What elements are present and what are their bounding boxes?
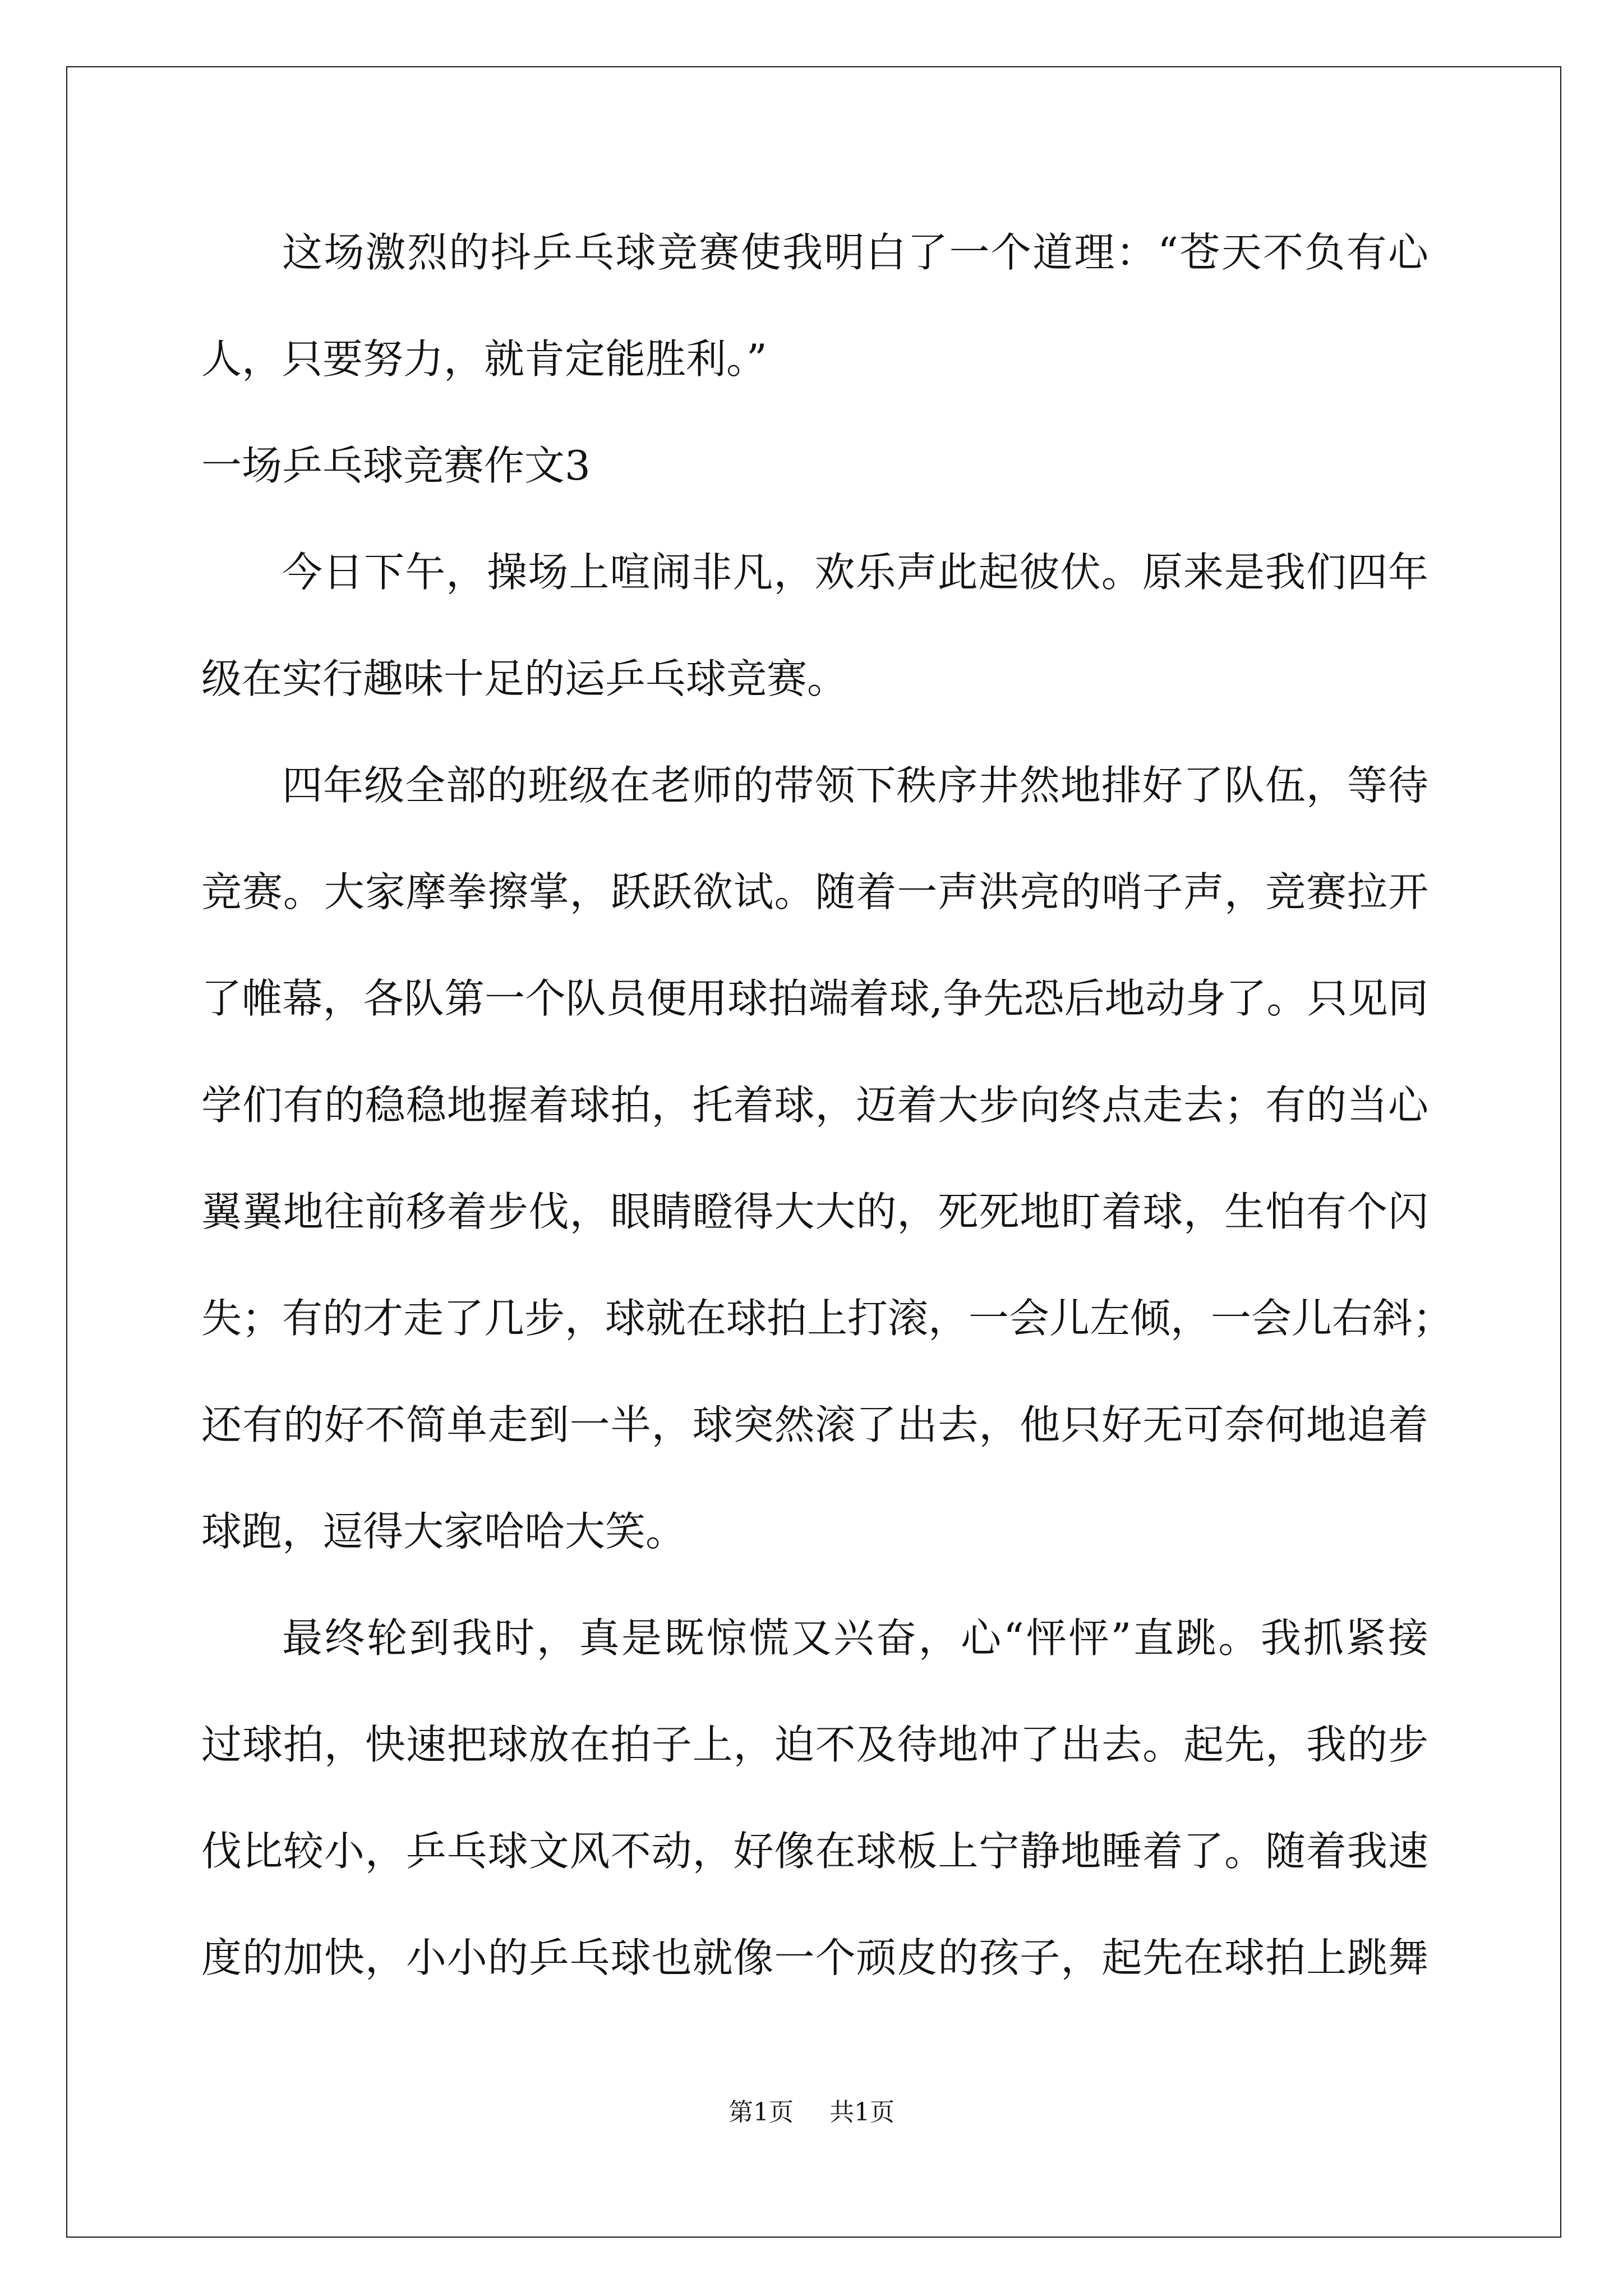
text-line: 级在实行趣味十足的运乒乓球竞赛。 bbox=[201, 655, 848, 702]
paragraph bbox=[201, 1585, 1428, 2011]
text-line: 学们有的稳稳地握着球拍，托着球，迈着大步向终点走去；有的当心 bbox=[201, 1082, 1428, 1129]
paragraph bbox=[201, 199, 1428, 412]
text-line: 翼翼地往前移着步伐，眼睛瞪得大大的，死死地盯着球，生怕有个闪 bbox=[201, 1188, 1428, 1235]
text-line: 今日下午，操场上喧闹非凡，欢乐声此起彼伏。原来是我们四年 bbox=[282, 549, 1428, 596]
text-line: 四年级全部的班级在老师的带领下秩序井然地排好了队伍，等待 bbox=[282, 762, 1428, 809]
text-line: 竞赛。大家摩拳擦掌，跃跃欲试。随着一声洪亮的哨子声，竞赛拉开 bbox=[201, 868, 1428, 915]
paragraph bbox=[201, 732, 1454, 1585]
text-line: 度的加快，小小的乒乓球也就像一个顽皮的孩子，起先在球拍上跳舞 bbox=[201, 1934, 1428, 1981]
text-line: 最终轮到我时，真是既惊慌又兴奋，心“怦怦”直跳。我抓紧接 bbox=[282, 1614, 1428, 1662]
section-heading: 一场乒乓球竞赛作文3 bbox=[201, 442, 591, 489]
document-body bbox=[201, 199, 1454, 2011]
text-line: 球跑，逗得大家哈哈大笑。 bbox=[201, 1508, 686, 1555]
text-line: 人，只要努力，就肯定能胜利。” bbox=[201, 335, 767, 383]
text-line: 这场激烈的抖乒乓球竞赛使我明白了一个道理：“苍天不负有心 bbox=[282, 229, 1428, 276]
paragraph bbox=[201, 519, 1428, 732]
page-number: 第1页 bbox=[728, 2098, 794, 2127]
text-line: 过球拍，快速把球放在拍子上，迫不及待地冲了出去。起先，我的步 bbox=[201, 1721, 1428, 1768]
page-total: 共1页 bbox=[829, 2098, 895, 2127]
text-line: 了帷幕，各队第一个队员便用球拍端着球,争先恐后地动身了。只见同 bbox=[201, 975, 1428, 1022]
text-line: 还有的好不简单走到一半，球突然滚了出去，他只好无可奈何地追着 bbox=[201, 1401, 1428, 1448]
text-line: 伐比较小，乒乓球文风不动，好像在球板上宁静地睡着了。随着我速 bbox=[201, 1828, 1428, 1875]
text-line: 失；有的才走了几步，球就在球拍上打滚，一会儿左倾，一会儿右斜； bbox=[201, 1295, 1454, 1342]
page-footer bbox=[0, 2098, 1623, 2127]
